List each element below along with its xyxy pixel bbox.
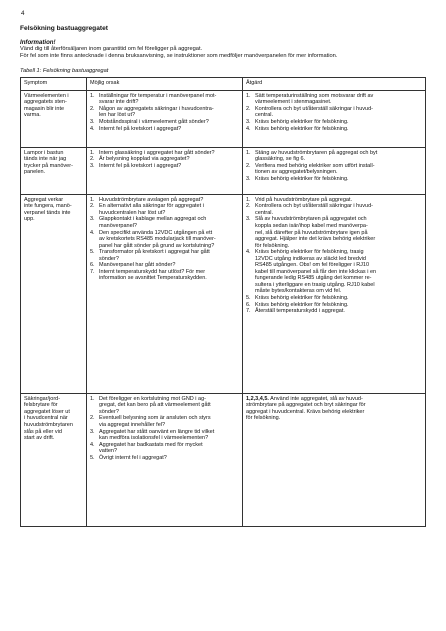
table-caption: Tabell 1: Felsökning bastuaggregat — [20, 67, 109, 74]
action-item-line: nel, slå därefter på huvudströmbrytare igen på — [255, 229, 368, 236]
action-item — [246, 203, 422, 216]
cause-item — [90, 249, 239, 262]
action-line: strömbrytare på aggregatet och bryt säkringar för — [246, 402, 366, 409]
action-cell — [243, 90, 426, 147]
symptom-cell — [21, 194, 87, 393]
action-item-line: 12VDC utgång indikeras av släckt led bredvid — [255, 255, 366, 262]
action-item-line: Sätt temperaturinställning som motsvarar drift av — [255, 92, 374, 99]
cause-item-number: 1. — [90, 196, 95, 203]
header-symptom: Symptom — [21, 77, 87, 90]
cause-item-list — [90, 93, 239, 132]
action-item-line: för felsökning. — [255, 242, 290, 249]
symptom-line: felsbrytare för — [24, 402, 58, 409]
cause-item-line: Huvudströmbrytare avslagen på aggregat? — [99, 196, 204, 203]
cause-item-number: 5. — [90, 454, 95, 461]
action-item-number: 6. — [246, 301, 251, 308]
action-prefix: 1,2,3,4,5. — [246, 395, 269, 402]
cause-item — [90, 163, 239, 170]
cause-item-number: 7. — [90, 268, 95, 275]
symptom-line: aggregatets sten- — [24, 99, 67, 106]
cause-item-line: Inställningar för temperatur i manöverpanel mot- — [99, 92, 217, 99]
table-row — [21, 147, 426, 194]
cause-item-line: via aggregat innehåller fel? — [99, 422, 166, 428]
action-item-number: 1. — [246, 196, 251, 203]
cause-item — [90, 203, 239, 216]
cause-item-number: 1. — [90, 92, 95, 99]
cause-item-text — [99, 203, 239, 216]
action-item — [246, 216, 422, 249]
cause-item-number: 3. — [90, 428, 95, 435]
action-item-text — [255, 150, 422, 163]
cause-item-text — [99, 249, 239, 262]
cause-item-line: Intern glassäkring i aggregatet har gått sönder? — [99, 149, 215, 156]
cause-item-line: Internt temperaturskydd har utlöst? För mer — [99, 268, 206, 275]
cause-item-number: 5. — [90, 249, 95, 256]
cause-item-line: vatten? — [99, 448, 118, 455]
action-item-line: RS485 utgången. Obs! om fel föreligger i RJ10 — [255, 262, 370, 269]
cause-item-text — [99, 93, 239, 106]
section-title: Felsökning bastuaggregatet — [20, 25, 108, 32]
action-item-line: Kontrollera och byt ut/återställ säkringar i huvud- — [255, 203, 374, 210]
cause-item-number: 2. — [90, 415, 95, 422]
action-item-text — [255, 308, 422, 315]
cause-item — [90, 429, 239, 442]
action-item-line: tionen av aggregatet/belysningen. — [255, 169, 338, 176]
information-line: För fel som inte finns antecknade i denna bruksanvisning, se instruktioner som medföljer manöverpanelen för mer information. — [20, 52, 338, 59]
cause-item-number: 1. — [90, 395, 95, 402]
symptom-line: i huvudcentral när — [24, 415, 68, 422]
action-item-number: 1. — [246, 149, 251, 156]
action-item-line: Krävs behörig elektriker för felsökning, trasig — [255, 249, 364, 256]
cause-cell — [87, 90, 243, 147]
cause-item-line: En alternativt alla säkringar för aggregatet i — [99, 203, 204, 210]
cause-item — [90, 216, 239, 229]
action-item-line: Stäng av huvudströmbrytaren på aggregat och byt — [255, 149, 378, 156]
cause-item-number: 3. — [90, 162, 95, 169]
action-item-line: Krävs behörig elektriker för felsökning. — [255, 119, 349, 125]
action-item — [246, 249, 422, 295]
cause-item-line: av kretskortets RS485 modularjack till manöver- — [99, 236, 216, 243]
action-item-number: 2. — [246, 162, 251, 169]
action-item — [246, 176, 422, 183]
cause-item-number: 2. — [90, 156, 95, 163]
cause-item-line: information se avsnittet Temperaturskydden. — [99, 275, 207, 282]
action-item-list — [246, 93, 422, 132]
cause-item-text — [99, 429, 239, 442]
action-item-text — [255, 126, 422, 133]
symptom-line: Säkringar/jord- — [24, 395, 61, 402]
cause-item-line: sönder? — [99, 255, 119, 262]
cause-item-line: kan medföra isolationsfel i värmeelementen? — [99, 435, 209, 442]
cause-cell — [87, 147, 243, 194]
action-item-line: kabel till manöverpanel så får den inte klickas i en — [255, 268, 377, 275]
action-cell — [243, 194, 426, 393]
manual-page — [20, 10, 425, 527]
action-line: för felsökning. — [246, 415, 281, 422]
cause-item-line: Internt fel på kretskort i aggregat? — [99, 125, 182, 132]
cause-item-text — [99, 230, 239, 250]
action-item-text — [255, 163, 422, 176]
action-item-number: 7. — [246, 308, 251, 315]
cause-item-list — [90, 150, 239, 170]
action-item-number: 1. — [246, 92, 251, 99]
cause-item-line: Motståndsspiral i värmeelement gått sönder? — [99, 119, 209, 125]
action-item-text — [255, 106, 422, 119]
cause-item-line: Manöverpanel har gått sönder? — [99, 262, 176, 269]
cause-item-text — [99, 106, 239, 119]
cause-item-line: Den specifikt använda 12VDC utgången på ett — [99, 229, 213, 236]
action-item-number: 2. — [246, 203, 251, 210]
symptom-line: start av drift. — [24, 435, 55, 442]
symptom-line: trycker på manöver- — [24, 162, 73, 169]
cause-item-number: 4. — [90, 229, 95, 236]
action-item-number: 3. — [246, 119, 251, 125]
troubleshooting-table — [20, 77, 426, 527]
cause-item — [90, 269, 239, 282]
cause-item-text — [99, 216, 239, 229]
cause-item-text — [99, 163, 239, 170]
cause-item-number: 2. — [90, 105, 95, 112]
cause-item — [90, 396, 239, 416]
cause-item-text — [99, 126, 239, 133]
cause-cell — [87, 393, 243, 526]
action-cell — [243, 393, 426, 526]
cause-item-number: 4. — [90, 441, 95, 448]
symptom-line: slås på eller vid — [24, 428, 62, 435]
action-item-line: central. — [255, 112, 274, 119]
action-item-number: 2. — [246, 105, 251, 112]
action-item-line: Krävs behörig elektriker för felsökning. — [255, 301, 349, 308]
action-item-number: 4. — [246, 249, 251, 256]
symptom-cell — [21, 90, 87, 147]
cause-item-text — [99, 396, 239, 416]
cause-item-text — [99, 455, 239, 462]
action-item — [246, 93, 422, 106]
action-item-line: central. — [255, 209, 274, 216]
action-item-number: 4. — [246, 125, 251, 132]
action-item — [246, 126, 422, 133]
action-line: aggregat i huvudcentral. Krävs behörig elektriker — [246, 408, 365, 415]
information-block — [20, 39, 425, 60]
cause-item-line: len har löst ut? — [99, 112, 136, 119]
cause-item — [90, 106, 239, 119]
cause-item — [90, 230, 239, 250]
action-item-line: koppla sedan isär/ihop kabel med manöverpa- — [255, 223, 368, 229]
action-item-list — [246, 197, 422, 315]
cause-item-line: svarar inte drift? — [99, 99, 139, 106]
cause-item-number: 2. — [90, 203, 95, 210]
action-item-text — [255, 176, 422, 183]
cause-item-list — [90, 197, 239, 282]
symptom-cell — [21, 393, 87, 526]
cause-item-line: huvudcentralen har löst ut? — [99, 209, 166, 216]
action-item-line: Vrid på huvudströmbrytare på aggregat. — [255, 196, 353, 203]
cause-item-line: manöverpanel? — [99, 223, 137, 229]
cause-item-line: Aggregatet har badkastats med för mycket — [99, 441, 203, 448]
symptom-line: Lampor i bastun — [24, 149, 64, 156]
symptom-line: verpanel tänds inte — [24, 209, 71, 216]
cause-item-line: Internt fel på kretskort i aggregat? — [99, 162, 182, 169]
cause-item-number: 4. — [90, 125, 95, 132]
symptom-line: varma. — [24, 112, 41, 119]
cause-item-line: panel har gått sönder på grund av kortslutning? — [99, 242, 215, 249]
action-item-number: 5. — [246, 295, 251, 302]
cause-item-line: Är belysning kopplad via aggregatet? — [99, 156, 190, 163]
header-possible-cause: Möjlig orsak — [87, 77, 243, 90]
action-item-line: Återställ temperaturskydd i aggregat. — [255, 308, 345, 315]
action-item — [246, 106, 422, 119]
information-line: Vänd dig till återförsäljaren inom garantitid om fel föreligger på aggregat. — [20, 46, 203, 52]
header-action: Åtgärd — [243, 77, 426, 90]
action-item — [246, 150, 422, 163]
cause-item-text — [99, 415, 239, 428]
action-item-list — [246, 150, 422, 183]
action-item-line: värmeelement i stenmagasinet. — [255, 99, 332, 106]
action-item-line: glassäkring, se fig 6. — [255, 156, 306, 163]
information-heading: Information! — [20, 39, 56, 46]
action-item-text — [255, 216, 422, 249]
cause-item — [90, 415, 239, 428]
action-item-text — [255, 203, 422, 216]
action-item-line: Slå av huvudströmbrytaren på aggregatet och — [255, 216, 367, 223]
action-item-line: Krävs behörig elektriker för felsökning. — [255, 295, 349, 302]
cause-item-line: Någon av aggregatets säkringar i huvudcentra- — [99, 105, 214, 112]
cause-item — [90, 442, 239, 455]
cause-item-line: Aggregatet har stått oanvänt en längre tid vilket — [99, 428, 215, 435]
cause-item-text — [99, 442, 239, 455]
action-item-line: Kontrollera och byt ut/återställ säkringar i huvud- — [255, 105, 374, 112]
action-item-line: sultera i ytterliggare en trasig utgång. RJ10 kabel — [255, 281, 375, 288]
cause-item-number: 3. — [90, 119, 95, 125]
cause-item-number: 1. — [90, 149, 95, 156]
cause-item-line: Transformator på kretskort i aggregat har gått — [99, 249, 210, 256]
symptom-line: Värmeelementen i — [24, 92, 69, 99]
action-item-line: måste bytes/kontakteras om vid fel. — [255, 288, 342, 295]
table-row — [21, 393, 426, 526]
table-row — [21, 194, 426, 393]
cause-item-list — [90, 396, 239, 461]
action-item-number: 3. — [246, 216, 251, 223]
symptom-cell — [21, 147, 87, 194]
cause-item-line: gregat, det kan bero på att värmeelement gått — [99, 402, 211, 409]
action-item-text — [255, 93, 422, 106]
action-item-line: aggregat. Hjälper inte det krävs behörig elektriker — [255, 236, 376, 243]
action-item-line: fungerande ledig RS485 utgång det kommer re- — [255, 275, 372, 282]
symptom-line: magasin blir inte — [24, 105, 65, 112]
action-item — [246, 308, 422, 315]
symptom-line: aggregatet löser ut — [24, 408, 70, 415]
symptom-line: upp. — [24, 216, 35, 223]
table-header-row — [21, 77, 426, 90]
action-item-number: 3. — [246, 176, 251, 182]
cause-item — [90, 93, 239, 106]
cause-item-line: Eventuell belysning som är ansluten och styrs — [99, 415, 211, 422]
cause-item — [90, 455, 239, 462]
symptom-line: huvudströmbrytaren — [24, 422, 73, 428]
cause-item-line: Det föreligger en kortslutning mot GND i ag- — [99, 395, 206, 402]
cause-item-line: sönder? — [99, 408, 119, 415]
action-item-line: Krävs behörig elektriker för felsökning. — [255, 125, 349, 132]
cause-cell — [87, 194, 243, 393]
action-cell — [243, 147, 426, 194]
symptom-line: tänds inte när jag — [24, 156, 67, 163]
action-item-line: Krävs behörig elektriker för felsökning. — [255, 176, 349, 182]
symptom-line: Aggregat verkar — [24, 196, 64, 203]
action-item-text — [255, 249, 422, 295]
symptom-line: panelen. — [24, 169, 46, 176]
page-number: 4 — [21, 10, 25, 17]
action-text: Använd inte aggregatet, slå av huvud- — [268, 395, 363, 402]
symptom-line: inte fungera, manö- — [24, 203, 72, 210]
cause-item-text — [99, 269, 239, 282]
action-item — [246, 163, 422, 176]
cause-item-number: 6. — [90, 262, 95, 269]
action-item-line: Verifiera med behörig elektriker som utfört install- — [255, 162, 375, 169]
cause-item-line: Glappkontakt i kablage mellan aggregat och — [99, 216, 207, 223]
table-row — [21, 90, 426, 147]
cause-item — [90, 126, 239, 133]
cause-item-number: 3. — [90, 216, 95, 223]
cause-item-line: Övrigt internt fel i aggregat? — [99, 454, 167, 461]
